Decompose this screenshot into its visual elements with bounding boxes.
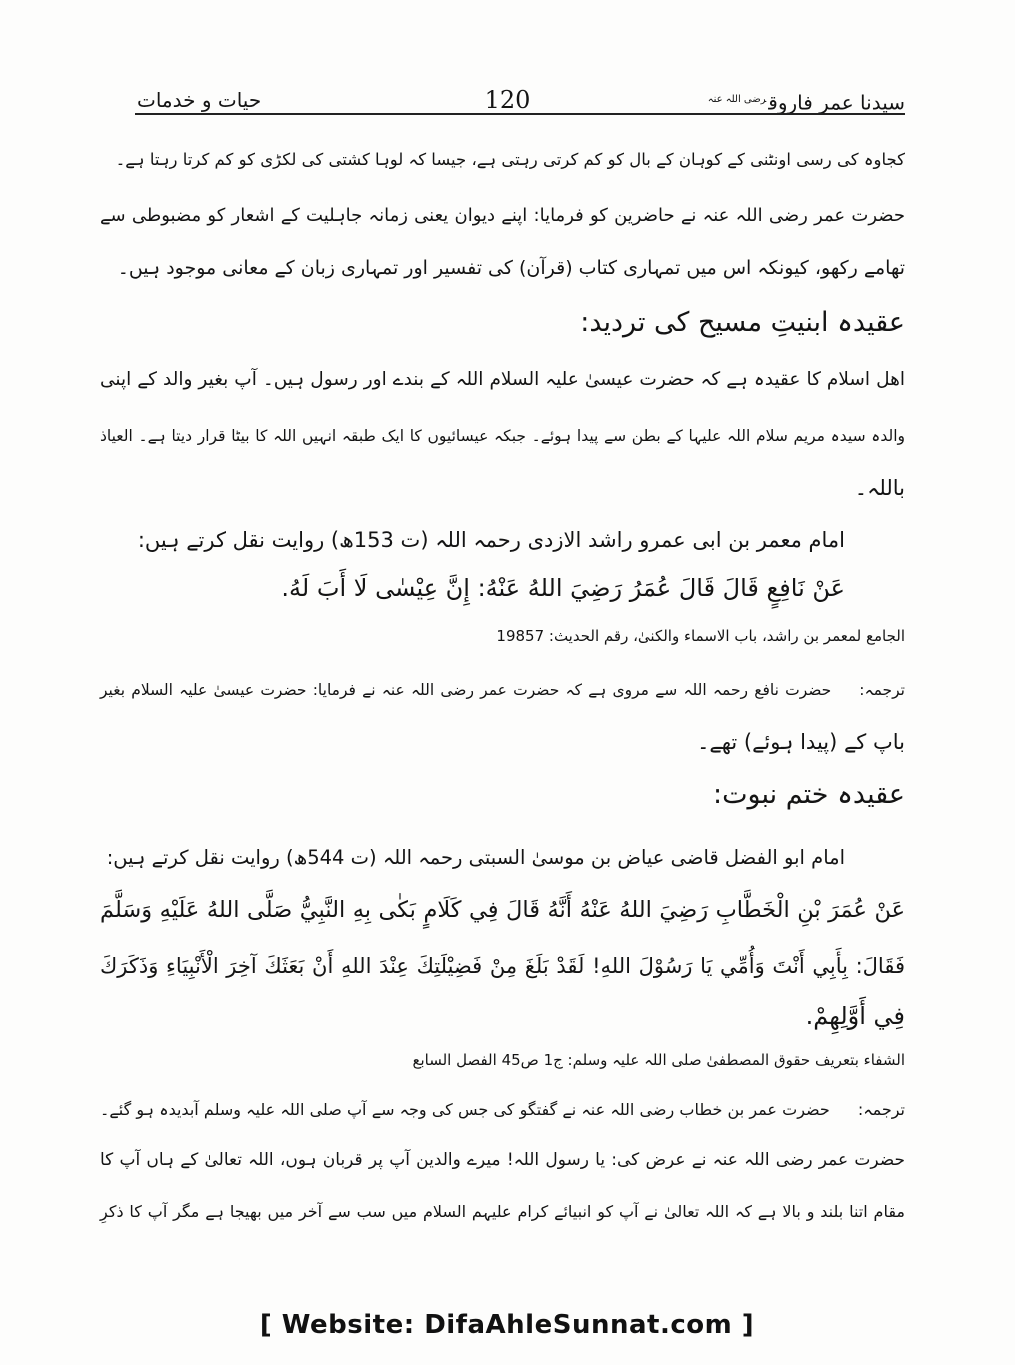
translation-label: ترجمہ: [859, 681, 905, 699]
intro-line-2: حضرت عمر رضی اللہ عنہ نے حاضرین کو فرمایا: اپنے دیوان یعنی زمانہ جاہلیت کے اشعار کو مضبوطی سے [100, 205, 905, 226]
page-number: 120 [484, 86, 531, 114]
finality-translation-line-1 [100, 1088, 905, 1132]
sonship-translation-line-1 [100, 668, 905, 712]
sonship-narrator-intro: امام معمر بن ابی عمرو راشد الازدی رحمہ اللہ (ت 153ھ) روایت نقل کرتے ہیں: [137, 528, 845, 552]
intro-line-3: تھامے رکھو، کیونکہ اس میں تمہاری کتاب (قرآن) کی تفسیر اور تمہاری زبان کے معانی موجود ہیں۔ [117, 257, 905, 279]
translation-text: حضرت عمر بن خطاب رضی اللہ عنہ نے گفتگو کی جس کی وجہ سے آپ صلی اللہ علیہ وسلم آبدیدہ ہو گئے۔ [100, 1100, 830, 1119]
finality-narrator-intro: امام ابو الفضل قاضی عیاض بن موسیٰ السبتی رحمہ اللہ (ت 544ھ) روایت نقل کرتے ہیں: [106, 846, 845, 869]
website-footer: [ Website: DifaAhleSunnat.com ] [259, 1310, 755, 1340]
section-heading-finality: عقیدہ ختم نبوت: [712, 779, 905, 810]
sonship-arabic-text: عَنْ نَافِعٍ قَالَ قَالَ عُمَرُ رَضِيَ اللهُ عَنْهُ: إِنَّ عِيْسٰى لَا أَبَ لَهُ. [281, 574, 845, 602]
header-subject-text: سیدنا عمر فاروق [768, 90, 905, 115]
finality-translation-line-3: مقام اتنا بلند و بالا ہے کہ اللہ تعالیٰ نے آپ کو انبیائے کرام علیہم السلام میں سب سے آخر میں بھیجا ہے مگر آپ کا ذکرِ [100, 1202, 906, 1221]
finality-arabic-line-3: فِي أَوَّلِهِمْ. [805, 1002, 905, 1030]
section-heading-sonship: عقیدہ ابنیتِ مسیح کی تردید: [580, 307, 905, 338]
finality-arabic-line-1: عَنْ عُمَرَ بْنِ الْخَطَّابِ رَضِيَ اللهُ عَنْهُ أَنَّهُ قَالَ فِي كَلَامٍ بَكٰى بِهِ النَّبِيُّ صَلَّى اللهُ عَلَيْهِ وَسَلَّمَ [100, 897, 905, 923]
sonship-paragraph-line-3: باللہ۔ [854, 476, 905, 500]
sonship-translation-line-2: باپ کے (پیدا ہوئے) تھے۔ [697, 730, 905, 754]
finality-arabic-line-2: فَقَالَ: بِأَبِي أَنْتَ وَأُمِّي يَا رَسُوْلَ اللهِ! لَقَدْ بَلَغَ مِنْ فَضِيْلَتِكَ عِنْدَ اللهِ أَنْ بَعَثَكَ آخِرَ الْأَنْبِيَاءِ وَذَكَرَكَ [100, 954, 905, 978]
header-divider [135, 113, 905, 115]
translation-text: حضرت نافع رحمہ اللہ سے مروی ہے کہ حضرت عمر رضی اللہ عنہ نے فرمایا: حضرت عیسیٰ علیہ السلام بغیر [100, 681, 832, 699]
translation-label: ترجمہ: [857, 1100, 905, 1119]
header-honorific: رضی اللہ عنہ [707, 94, 767, 105]
finality-reference: الشفاء بتعریف حقوق المصطفیٰ صلی اللہ علیہ وسلم: ج1 ص45 الفصل السابع [412, 1051, 905, 1069]
running-header-title: حیات و خدمات [137, 88, 262, 112]
finality-translation-line-2: حضرت عمر رضی اللہ عنہ نے عرض کی: یا رسول اللہ! میرے والدین آپ پر قربان ہوں، اللہ تعالیٰ کے ہاں آپ کا [100, 1150, 905, 1170]
sonship-paragraph-line-1: اھل اسلام کا عقیدہ ہے کہ حضرت عیسیٰ علیہ السلام اللہ کے بندے اور رسول ہیں۔ آپ بغیر والد کے اپنی [100, 369, 905, 390]
sonship-paragraph-line-2: والدہ سیدہ مریم سلام اللہ علیہا کے بطن سے پیدا ہوئے۔ جبکہ عیسائیوں کا ایک طبقہ انہیں اللہ کا بیٹا قرار دیتا ہے۔ العیاذ [100, 427, 905, 445]
sonship-reference: الجامع لمعمر بن راشد، باب الاسماء والکنیٰ، رقم الحدیث: 19857 [496, 627, 905, 645]
intro-line-1: کجاوہ کی رسی اونٹنی کے کوہان کے بال کو کم کرتی رہتی ہے، جیسا کہ لوہا کشتی کی لکڑی کو کم کرتا رہتا ہے۔ [115, 150, 905, 169]
